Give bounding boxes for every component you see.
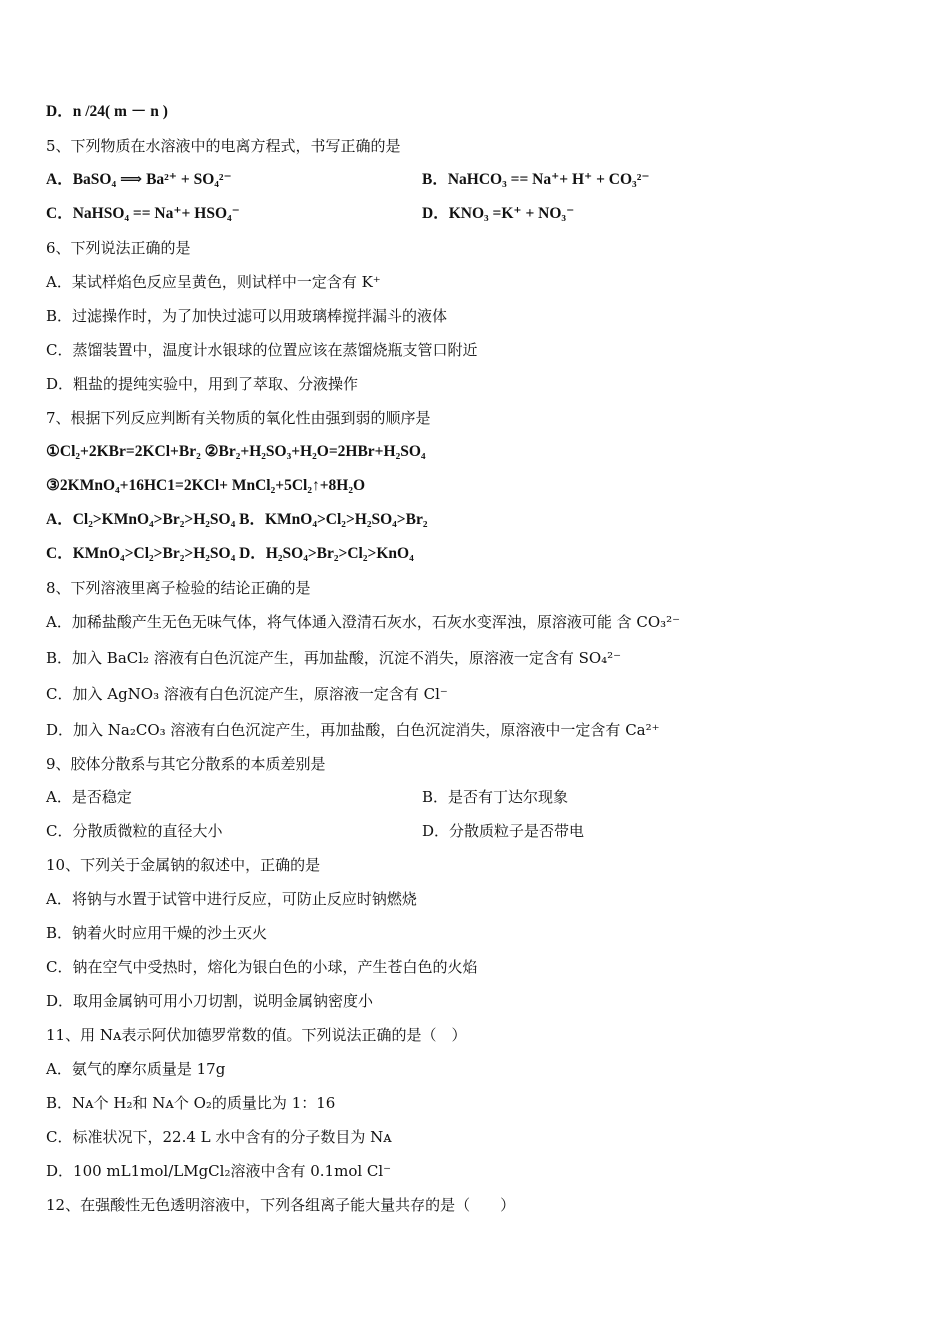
q5-option-c: C．NaHSO₄ == Na⁺+ HSO₄⁻: [46, 205, 240, 222]
q7-reactions-1-2: ①Cl₂+2KBr=2KCl+Br₂ ②Br₂+H₂SO₃+H₂O=2HBr+H₂SO₄: [46, 443, 426, 460]
question-6-stem: 6、下列说法正确的是: [46, 239, 191, 257]
q6-option-b: B．过滤操作时，为了加快过滤可以用玻璃棒搅拌漏斗的液体: [46, 307, 448, 325]
q11-option-a: A．氨气的摩尔质量是 17g: [46, 1060, 226, 1078]
question-9-stem: 9、胶体分散系与其它分散系的本质差别是: [46, 755, 326, 773]
q8-option-d: D．加入 Na₂CO₃ 溶液有白色沉淀产生，再加盐酸，白色沉淀消失，原溶液中一定含有 Ca²⁺: [46, 721, 660, 739]
q9-option-b: B．是否有丁达尔现象: [422, 788, 569, 806]
question-7-stem: 7、根据下列反应判断有关物质的氧化性由强到弱的顺序是: [46, 409, 431, 427]
q10-option-c: C．钠在空气中受热时，熔化为银白色的小球，产生苍白色的火焰: [46, 958, 478, 976]
q6-option-c: C．蒸馏装置中，温度计水银球的位置应该在蒸馏烧瓶支管口附近: [46, 341, 478, 359]
q9-option-a: A．是否稳定: [46, 788, 132, 806]
q9-options-ab: [46, 787, 569, 807]
question-12-stem: 12、在强酸性无色透明溶液中，下列各组离子能大量共存的是（ ）: [46, 1196, 516, 1214]
q9-option-d: D．分散质粒子是否带电: [422, 822, 585, 840]
q8-option-c: C．加入 AgNO₃ 溶液有白色沉淀产生，原溶液一定含有 Cl⁻: [46, 685, 448, 703]
q10-option-b: B．钠着火时应用干燥的沙土灭火: [46, 924, 268, 942]
q11-option-d: D．100 mL1mol/LMgCl₂溶液中含有 0.1mol Cl⁻: [46, 1162, 392, 1180]
question-11-stem: 11、用 Nᴀ表示阿伏加德罗常数的值。下列说法正确的是（ ）: [46, 1026, 467, 1044]
q8-option-a: A．加稀盐酸产生无色无味气体，将气体通入澄清石灰水，石灰水变浑浊，原溶液可能 含 CO₃²⁻: [46, 613, 681, 631]
q7-options-cd: C．KMnO₄>Cl₂>Br₂>H₂SO₄ D．H₂SO₄>Br₂>Cl₂>KnO₄: [46, 545, 414, 562]
q9-option-c: C．分散质微粒的直径大小: [46, 822, 223, 840]
q5-options-cd: [46, 204, 575, 224]
q8-option-b: B．加入 BaCl₂ 溶液有白色沉淀产生，再加盐酸，沉淀不消失，原溶液一定含有 SO₄²⁻: [46, 649, 622, 667]
q6-option-a: A．某试样焰色反应呈黄色，则试样中一定含有 K⁺: [46, 273, 381, 291]
question-5-stem: 5、下列物质在水溶液中的电离方程式，书写正确的是: [46, 137, 401, 155]
q10-option-a: A．将钠与水置于试管中进行反应，可防止反应时钠燃烧: [46, 890, 417, 908]
q5-option-b: B．NaHCO₃ == Na⁺+ H⁺ + CO₃²⁻: [422, 171, 650, 188]
q6-option-d: D．粗盐的提纯实验中，用到了萃取、分液操作: [46, 375, 359, 393]
question-10-stem: 10、下列关于金属钠的叙述中，正确的是: [46, 856, 321, 874]
q11-option-b: B．Nᴀ个 H₂和 Nᴀ个 O₂的质量比为 1：16: [46, 1094, 336, 1112]
q5-options-ab: [46, 170, 650, 190]
q9-options-cd: [46, 821, 585, 841]
q11-option-c: C．标准状况下，22.4 L 水中含有的分子数目为 Nᴀ: [46, 1128, 392, 1146]
q7-reaction-3: ③2KMnO₄+16HC1=2KCl+ MnCl₂+5Cl₂↑+8H₂O: [46, 477, 366, 494]
q5-option-a: A．BaSO₄ ⟹ Ba²⁺ + SO₄²⁻: [46, 171, 232, 188]
q10-option-d: D．取用金属钠可用小刀切割，说明金属钠密度小: [46, 992, 374, 1010]
q4-option-d: D．n /24( m － n ): [46, 103, 168, 120]
q7-options-ab: A．Cl₂>KMnO₄>Br₂>H₂SO₄ B．KMnO₄>Cl₂>H₂SO₄>Br₂: [46, 511, 428, 528]
q5-option-d: D．KNO₃ =K⁺ + NO₃⁻: [422, 205, 575, 222]
question-8-stem: 8、下列溶液里离子检验的结论正确的是: [46, 579, 311, 597]
